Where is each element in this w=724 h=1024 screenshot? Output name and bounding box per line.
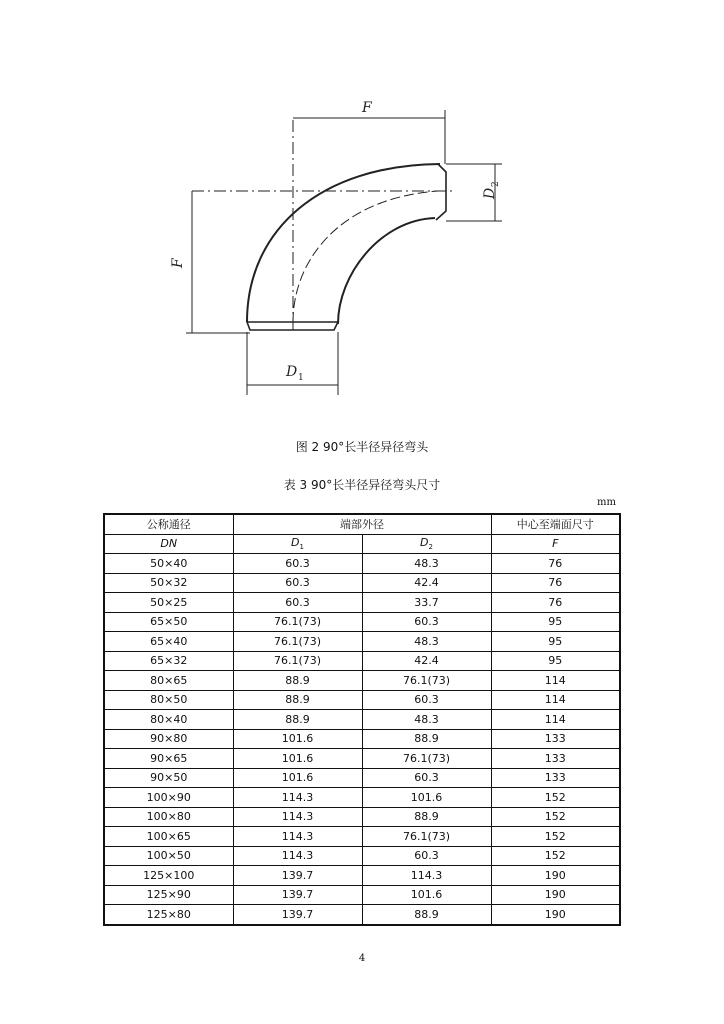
- table-cell: 60.3: [233, 593, 362, 613]
- table-cell: 100×65: [104, 827, 233, 847]
- table-cell: 152: [491, 807, 620, 827]
- table-cell: 88.9: [362, 807, 491, 827]
- table-cell: 114: [491, 690, 620, 710]
- table-cell: 60.3: [362, 690, 491, 710]
- table-row: [104, 749, 620, 769]
- table-cell: 139.7: [233, 866, 362, 886]
- inner-arc: [338, 218, 435, 324]
- table-row: [104, 905, 620, 925]
- table-cell: 50×32: [104, 573, 233, 593]
- table-cell: 114.3: [233, 807, 362, 827]
- table-row: [104, 827, 620, 847]
- col-header-nominal: 公称通径: [104, 514, 233, 534]
- f-top-label: F: [362, 100, 372, 116]
- table-cell: 80×40: [104, 710, 233, 730]
- subheader-d1: $D_1$: [233, 534, 362, 554]
- table-cell: 60.3: [233, 554, 362, 574]
- table-cell: 76.1(73): [233, 632, 362, 652]
- table-row: [104, 554, 620, 574]
- table-cell: 139.7: [233, 885, 362, 905]
- table-row: [104, 671, 620, 691]
- table-cell: 101.6: [362, 788, 491, 808]
- table-title: 表 3 90°长半径异径弯头尺寸: [283, 478, 441, 492]
- subheader-dn: DN: [104, 534, 233, 554]
- table-cell: 88.9: [233, 690, 362, 710]
- page-number: 4: [358, 953, 366, 964]
- table-cell: 65×50: [104, 612, 233, 632]
- table-cell: 133: [491, 729, 620, 749]
- table-cell: 42.4: [362, 651, 491, 671]
- table-cell: 152: [491, 827, 620, 847]
- table-cell: 76.1(73): [233, 612, 362, 632]
- table-row: [104, 866, 620, 886]
- table-cell: 152: [491, 846, 620, 866]
- table-row: [104, 710, 620, 730]
- table-cell: 190: [491, 885, 620, 905]
- table-row: [104, 885, 620, 905]
- outer-arc: [247, 164, 440, 322]
- d2-label: D: [482, 187, 498, 199]
- figure-caption: 图 2 90°长半径异径弯头: [295, 440, 429, 454]
- table-cell: 139.7: [233, 905, 362, 925]
- table-cell: 48.3: [362, 554, 491, 574]
- table-cell: 88.9: [233, 671, 362, 691]
- right-end: [436, 164, 446, 220]
- table-cell: 114.3: [233, 846, 362, 866]
- dimension-table: [103, 513, 621, 926]
- table-cell: 152: [491, 788, 620, 808]
- table-cell: 42.4: [362, 573, 491, 593]
- table-cell: 101.6: [233, 768, 362, 788]
- table-cell: 76.1(73): [362, 827, 491, 847]
- table-cell: 101.6: [233, 749, 362, 769]
- table-cell: 48.3: [362, 710, 491, 730]
- table-cell: 90×50: [104, 768, 233, 788]
- table-body: [104, 554, 620, 925]
- d1-label: D: [286, 364, 298, 380]
- table-cell: 114.3: [233, 788, 362, 808]
- table-cell: 88.9: [362, 905, 491, 925]
- table-cell: 125×80: [104, 905, 233, 925]
- table-row: [104, 768, 620, 788]
- table-cell: 76.1(73): [233, 651, 362, 671]
- table-cell: 88.9: [362, 729, 491, 749]
- table-cell: 125×90: [104, 885, 233, 905]
- table-cell: 190: [491, 866, 620, 886]
- d2-subscript: 2: [491, 181, 501, 187]
- table-cell: 114: [491, 710, 620, 730]
- reducing-elbow-drawing: [150, 90, 530, 400]
- table-cell: 114.3: [233, 827, 362, 847]
- d1-subscript: 1: [298, 373, 304, 383]
- table-cell: 90×65: [104, 749, 233, 769]
- subheader-d2: $D_2$: [362, 534, 491, 554]
- table-cell: 95: [491, 612, 620, 632]
- table-row: [104, 632, 620, 652]
- table-cell: 114.3: [362, 866, 491, 886]
- table-cell: 76: [491, 593, 620, 613]
- table-cell: 60.3: [233, 573, 362, 593]
- table-cell: 133: [491, 749, 620, 769]
- table-row: [104, 807, 620, 827]
- table-cell: 95: [491, 651, 620, 671]
- table-cell: 65×32: [104, 651, 233, 671]
- table-cell: 76: [491, 573, 620, 593]
- table-cell: 33.7: [362, 593, 491, 613]
- unit-label: mm: [597, 497, 616, 508]
- table-cell: 101.6: [233, 729, 362, 749]
- table-row: [104, 788, 620, 808]
- table-cell: 133: [491, 768, 620, 788]
- table-cell: 76.1(73): [362, 671, 491, 691]
- col-header-center-to-end: 中心至端面尺寸: [491, 514, 620, 534]
- table-cell: 80×65: [104, 671, 233, 691]
- table-cell: 95: [491, 632, 620, 652]
- table-cell: 50×40: [104, 554, 233, 574]
- table-cell: 80×50: [104, 690, 233, 710]
- table-cell: 60.3: [362, 768, 491, 788]
- table-row: [104, 593, 620, 613]
- table-cell: 50×25: [104, 593, 233, 613]
- table-cell: 76.1(73): [362, 749, 491, 769]
- table-cell: 100×50: [104, 846, 233, 866]
- table-cell: 100×90: [104, 788, 233, 808]
- table-row: [104, 846, 620, 866]
- table-cell: 60.3: [362, 846, 491, 866]
- table-cell: 190: [491, 905, 620, 925]
- table-cell: 100×80: [104, 807, 233, 827]
- col-header-outer-diameter: 端部外径: [233, 514, 491, 534]
- elbow-diagram: [150, 90, 530, 400]
- table-header-row: [104, 514, 620, 534]
- table-row: [104, 573, 620, 593]
- table-cell: 90×80: [104, 729, 233, 749]
- table-cell: 88.9: [233, 710, 362, 730]
- table-cell: 125×100: [104, 866, 233, 886]
- table-cell: 48.3: [362, 632, 491, 652]
- f-left-label: F: [170, 258, 186, 268]
- table-cell: 114: [491, 671, 620, 691]
- table-cell: 60.3: [362, 612, 491, 632]
- table-row: [104, 690, 620, 710]
- subheader-f: F: [491, 534, 620, 554]
- table-row: [104, 612, 620, 632]
- table-cell: 101.6: [362, 885, 491, 905]
- table-cell: 76: [491, 554, 620, 574]
- table-row: [104, 651, 620, 671]
- centerline-arc: [293, 191, 438, 322]
- table-cell: 65×40: [104, 632, 233, 652]
- table-subheader-row: [104, 534, 620, 554]
- table-row: [104, 729, 620, 749]
